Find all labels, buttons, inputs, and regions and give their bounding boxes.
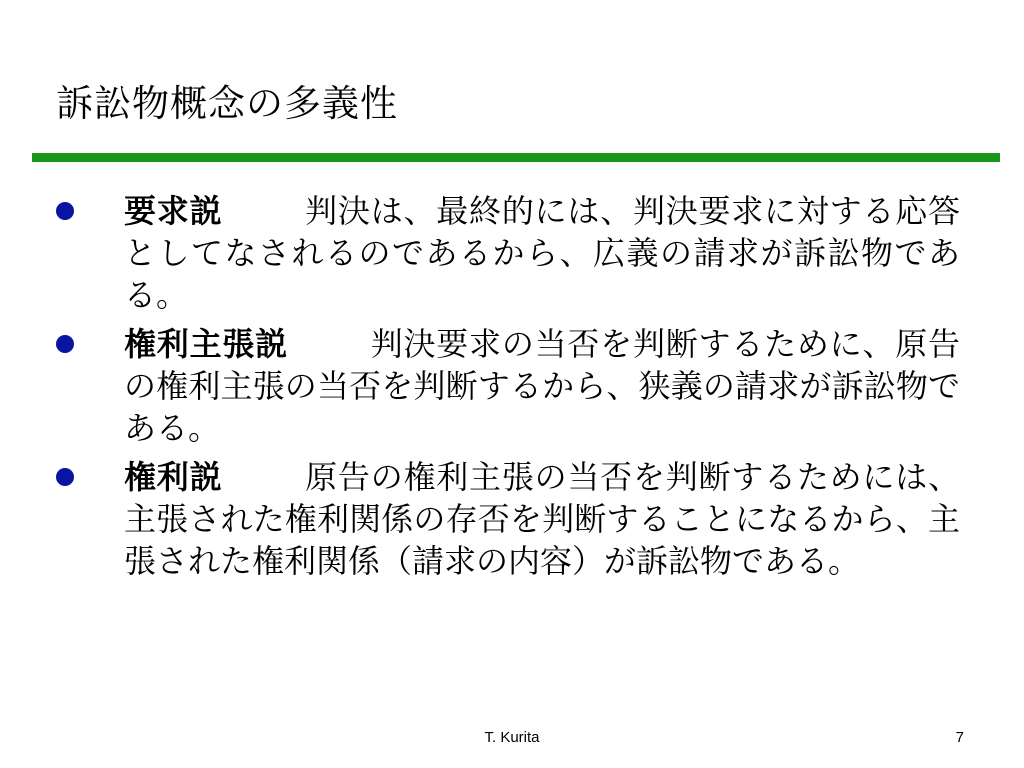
title-underline xyxy=(32,153,1000,162)
slide-title: 訴訟物概念の多義性 xyxy=(56,82,398,125)
bullet-dot-icon xyxy=(56,468,74,486)
footer-author: T. Kurita xyxy=(484,729,540,746)
bullet-dot-icon xyxy=(56,202,74,220)
bullet-text: 原告の権利主張の当否を判断するためには、主張された権利関係の存否を判断することになるから、主張された権利関係（請求の内容）が訴訟物である。 xyxy=(124,458,960,580)
bullet-list xyxy=(0,190,1024,589)
bullet-term: 権利説 xyxy=(124,458,223,496)
bullet-term: 権利主張説 xyxy=(124,325,288,363)
bullet-item-kenri-setsu xyxy=(0,456,960,582)
bullet-text: 判決要求の当否を判断するために、原告の権利主張の当否を判断するから、狭義の請求が訴訟物である。 xyxy=(124,325,960,447)
bullet-text: 判決は、最終的には、判決要求に対する応答としてなされるのであるから、広義の請求が訴訟物である。 xyxy=(124,192,960,314)
page-number: 7 xyxy=(955,729,964,746)
bullet-item-youkyuu-setsu xyxy=(0,190,960,316)
bullet-dot-icon xyxy=(56,335,74,353)
bullet-item-kenri-shuchou-setsu xyxy=(0,323,960,449)
bullet-term: 要求説 xyxy=(124,192,223,230)
